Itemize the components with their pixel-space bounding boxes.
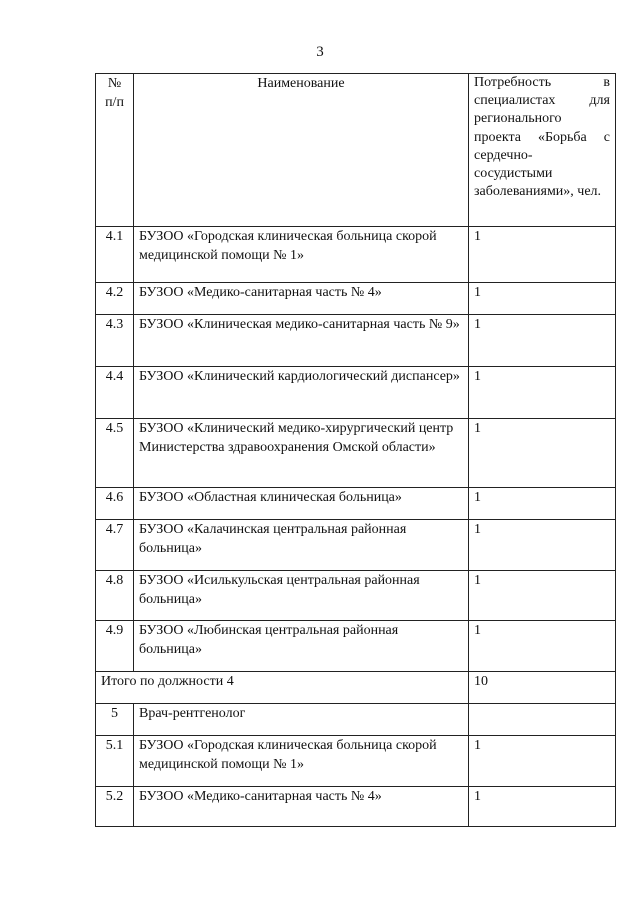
table-row [96, 419, 616, 488]
row-name: БУЗОО «Клинический медико-хирургический центр Министерства здравоохранения Омской области» [134, 419, 469, 488]
row-need: 1 [469, 736, 616, 787]
row-number: 5.2 [96, 787, 134, 827]
table-row [96, 520, 616, 571]
row-number: 4.6 [96, 488, 134, 520]
row-need: 1 [469, 787, 616, 827]
header-need: Потребность в специалистах для регионального проекта «Борьба с сердечно-сосудистыми заболеваниями», чел. [469, 74, 616, 227]
row-name: Врач-рентгенолог [134, 704, 469, 736]
row-number: 4.7 [96, 520, 134, 571]
table-row [96, 488, 616, 520]
row-need: 1 [469, 367, 616, 419]
header-name: Наименование [134, 74, 469, 227]
row-need: 1 [469, 419, 616, 488]
row-name: БУЗОО «Любинская центральная районная больница» [134, 621, 469, 672]
row-number: 4.9 [96, 621, 134, 672]
row-name: БУЗОО «Медико-санитарная часть № 4» [134, 283, 469, 315]
row-need: 1 [469, 283, 616, 315]
row-number: 4.4 [96, 367, 134, 419]
row-need: 1 [469, 227, 616, 283]
row-number: 4.1 [96, 227, 134, 283]
row-need: 1 [469, 571, 616, 621]
total-need: 10 [469, 672, 616, 704]
row-name: БУЗОО «Городская клиническая больница скорой медицинской помощи № 1» [134, 227, 469, 283]
table-row [96, 621, 616, 672]
row-name: БУЗОО «Клинический кардиологический диспансер» [134, 367, 469, 419]
table-row [96, 283, 616, 315]
table-row [96, 704, 616, 736]
table-row [96, 736, 616, 787]
table-header-row [96, 74, 616, 227]
row-need [469, 704, 616, 736]
header-number [96, 74, 134, 227]
row-number: 4.8 [96, 571, 134, 621]
page-number: 3 [316, 44, 324, 60]
total-label: Итого по должности 4 [96, 672, 469, 704]
table-row [96, 787, 616, 827]
row-name: БУЗОО «Исилькульская центральная районная больница» [134, 571, 469, 621]
table-row [96, 227, 616, 283]
row-number: 4.5 [96, 419, 134, 488]
row-name: БУЗОО «Областная клиническая больница» [134, 488, 469, 520]
row-name: БУЗОО «Клиническая медико-санитарная часть № 9» [134, 315, 469, 367]
table-row [96, 367, 616, 419]
row-number: 5.1 [96, 736, 134, 787]
row-name: БУЗОО «Городская клиническая больница скорой медицинской помощи № 1» [134, 736, 469, 787]
total-row [96, 672, 616, 704]
row-need: 1 [469, 520, 616, 571]
row-number: 4.3 [96, 315, 134, 367]
staffing-table [95, 73, 616, 827]
table-body [96, 227, 616, 827]
row-need: 1 [469, 315, 616, 367]
table-row [96, 315, 616, 367]
table-row [96, 571, 616, 621]
header-number-label: № п/п [105, 76, 124, 110]
row-number: 5 [96, 704, 134, 736]
row-need: 1 [469, 488, 616, 520]
row-name: БУЗОО «Калачинская центральная районная больница» [134, 520, 469, 571]
row-name: БУЗОО «Медико-санитарная часть № 4» [134, 787, 469, 827]
row-number: 4.2 [96, 283, 134, 315]
row-need: 1 [469, 621, 616, 672]
